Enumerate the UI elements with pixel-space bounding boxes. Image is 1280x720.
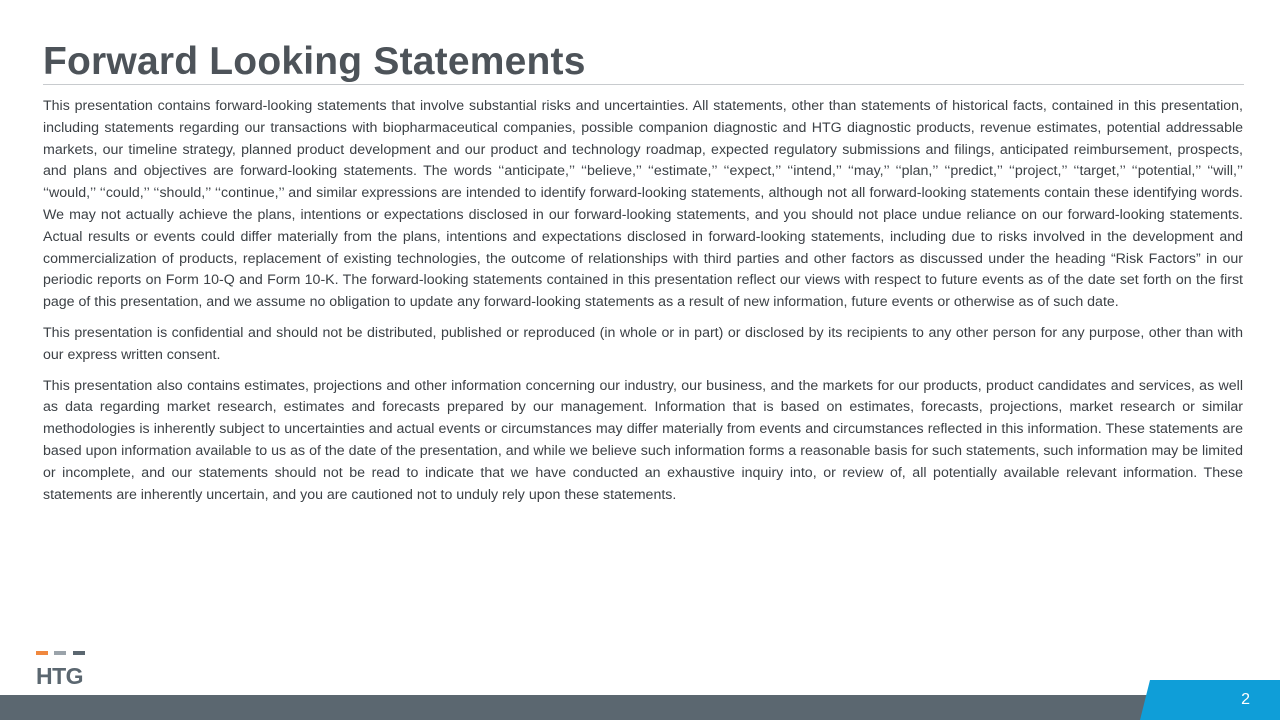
- slide-body: [43, 96, 1243, 515]
- paragraph-estimates: This presentation also contains estimates, projections and other information concerning our industry, our business, and the markets for our products, product candidates and services, as well as data regarding market research, estimates and forecasts prepared by our management. Information that is based on estimates, forecasts, projections, market research or similar methodologies is inherently subject to uncertainties and actual events or circumstances may differ materially from events and circumstances reflected in this information. These statements are based upon information available to us as of the date of the presentation, and while we believe such information forms a reasonable basis for such statements, such information may be limited or incomplete, and our statements should not be read to indicate that we have conducted an exhaustive inquiry into, or review of, all potentially available relevant information. These statements are inherently uncertain, and you are cautioned not to unduly rely upon these statements.: [43, 377, 1243, 503]
- htg-logo-icon: [36, 651, 92, 685]
- footer-accent: [1140, 680, 1280, 720]
- logo-text: HTG: [36, 663, 84, 685]
- logo-accent-bar-gray: [54, 651, 66, 655]
- title-divider: [43, 84, 1244, 85]
- footer-bar: [0, 695, 1280, 720]
- logo-accent-bar-orange: [36, 651, 48, 655]
- slide-title: Forward Looking Statements: [43, 40, 586, 83]
- paragraph-confidential: This presentation is confidential and should not be distributed, published or reproduced (in whole or in part) or disclosed by its recipients to any other person for any purpose, other than with our express written consent.: [43, 324, 1243, 363]
- page-number: 2: [1241, 691, 1250, 708]
- paragraph-forward-looking: This presentation contains forward-looking statements that involve substantial risks and uncertainties. All statements, other than statements of historical facts, contained in this presentation, including statements regarding our transactions with biopharmaceutical companies, possible companion diagnostic and HTG diagnostic products, revenue estimates, potential addressable markets, our timeline strategy, planned product development and our product and technology roadmap, expected regulatory submissions and filings, anticipated reimbursement, prospects, and plans and objectives are forward-looking statements. The words ‘‘anticipate,’’ ‘‘believe,’’ ‘‘estimate,’’ ‘‘expect,’’ ‘‘intend,’’ ‘‘may,’’ ‘‘plan,’’ ‘‘predict,’’ ‘‘project,’’ ‘‘target,’’ ‘‘potential,’’ ‘‘will,’’ ‘‘would,’’ ‘‘could,’’ ‘‘should,’’ ‘‘continue,’’ and similar expressions are intended to identify forward-looking statements, although not all forward-looking statements contain these identifying words. We may not actually achieve the plans, intentions or expectations disclosed in our forward-looking statements, and you should not place undue reliance on our forward-looking statements. Actual results or events could differ materially from the plans, intentions and expectations disclosed in forward-looking statements, including due to risks involved in the development and commercialization of products, replacement of existing technologies, the outcome of relationships with third parties and other factors as discussed under the heading “Risk Factors” in our periodic reports on Form 10-Q and Form 10-K. The forward-looking statements contained in this presentation reflect our views with respect to future events as of the date set forth on the first page of this presentation, and we assume no obligation to update any forward-looking statements as a result of new information, future events or otherwise as of such date.: [43, 98, 1243, 311]
- logo-accent-bar-dark: [73, 651, 85, 655]
